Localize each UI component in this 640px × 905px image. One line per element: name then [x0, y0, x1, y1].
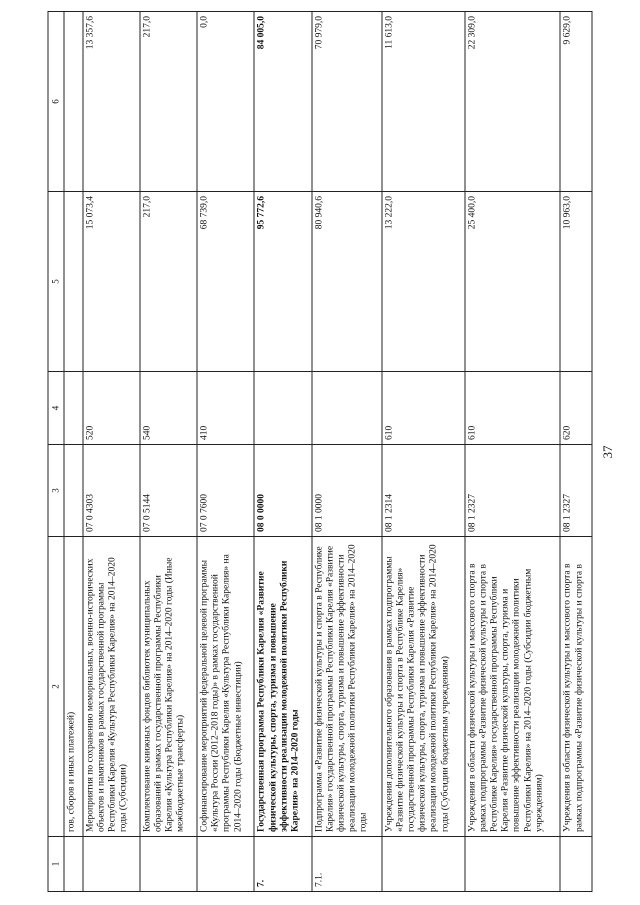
- table-header-row: [48, 12, 64, 892]
- table-cell-v6: 9 629,0: [560, 12, 592, 192]
- table-cell-n: 7.1.: [312, 837, 382, 892]
- table-row: [382, 12, 465, 892]
- table-row: [197, 12, 254, 892]
- table-cell-v6: 13 357,6: [83, 12, 140, 192]
- column-header: 4: [48, 372, 64, 445]
- table-cell-code: 07 0 5144: [140, 445, 197, 537]
- table-cell-v5: 13 222,0: [382, 192, 465, 372]
- table-cell-v6: 22 309,0: [465, 12, 561, 192]
- table-cell-text: Софинансирование мероприятий федеральной целевой программы «Культура России (2012–2018 годы)» в рамках государственной программы Республики Карелия «Культура Республики Карелия» на 2014–2020 годы (Бюджетные инвестиции): [197, 537, 254, 837]
- table-cell-v6: 0,0: [197, 12, 254, 192]
- table-cell-type: [254, 372, 311, 445]
- table-cell-text: Мероприятия по сохранению мемориальных, военно-исторических объектов и памятников в рамках государственной программы Республики Карелия «Культура Республики Карелия» на 2014–2020 годы (Субсидии): [83, 537, 140, 837]
- column-header: 3: [48, 445, 64, 537]
- table-cell-v6: [64, 12, 83, 192]
- table-cell-v6: 11 613,0: [382, 12, 465, 192]
- table-cell-v6: 84 005,0: [254, 12, 311, 192]
- table-cell-code: 08 1 2327: [465, 445, 561, 537]
- table-cell-n: [140, 837, 197, 892]
- table-cell-code: [64, 445, 83, 537]
- column-header: 5: [48, 192, 64, 372]
- table-cell-type: [64, 372, 83, 445]
- table-cell-v5: 95 772,6: [254, 192, 311, 372]
- table-row: [254, 12, 311, 892]
- column-header: 6: [48, 12, 64, 192]
- table-row: [560, 12, 592, 892]
- column-header: 2: [48, 537, 64, 837]
- table-cell-text: Комплектование книжных фондов библиотек муниципальных образований в рамках государственной программы Республики Карелия «Культура Республики Карелия» на 2014–2020 годы (Иные межбюджетные трансферты): [140, 537, 197, 837]
- table-cell-text: Учреждения дополнительного образования в рамках подпрограммы «Развитие физической культуры и спорта в Республике Карелия» государственной программы Республики Карелия «Развитие физической культуры, спорта, туризма и повышение эффективности реализации молодежной политики Республики Карелия» на 2014–2020 годы (Субсидии бюджетным учреждениям): [382, 537, 465, 837]
- budget-table-rotated: [48, 12, 593, 892]
- table-row: [64, 12, 83, 892]
- table-cell-code: 08 1 2327: [560, 445, 592, 537]
- table-cell-code: 08 1 2314: [382, 445, 465, 537]
- table-cell-n: [83, 837, 140, 892]
- table-row: [465, 12, 561, 892]
- table-cell-text: Государственная программа Республики Карелия «Развитие физической культуры, спорта, туризма и повышение эффективности реализации молодежной политики Республики Карелия» на 2014–2020 годы: [254, 537, 311, 837]
- table-row: [312, 12, 382, 892]
- table-cell-v5: 217,0: [140, 192, 197, 372]
- table-cell-n: [382, 837, 465, 892]
- table-cell-code: 07 0 4303: [83, 445, 140, 537]
- table-cell-v6: 70 979,0: [312, 12, 382, 192]
- table-cell-v5: 10 963,0: [560, 192, 592, 372]
- table-cell-type: 520: [83, 372, 140, 445]
- table-row: [140, 12, 197, 892]
- budget-table: [48, 11, 593, 892]
- table-cell-code: 08 0 0000: [254, 445, 311, 537]
- table-cell-v5: 80 940,6: [312, 192, 382, 372]
- table-cell-v5: 25 400,0: [465, 192, 561, 372]
- table-cell-text: гов, сборов и иных платежей): [64, 537, 83, 837]
- table-cell-code: 07 0 7600: [197, 445, 254, 537]
- table-cell-n: [64, 837, 83, 892]
- table-cell-text: Учреждения в области физической культуры и массового спорта в рамках подпрограммы «Развитие физической культуры и спорта в: [560, 537, 592, 837]
- table-cell-text: Подпрограмма «Развитие физической культуры и спорта в Республике Карелия» государственной программы Республики Карелия «Развитие физической культуры, спорта, туризма и повышение эффективности реализации молодежной политики Республики Карелия» на 2014–2020 годы: [312, 537, 382, 837]
- table-cell-type: [312, 372, 382, 445]
- table-cell-type: 410: [197, 372, 254, 445]
- table-cell-type: 610: [465, 372, 561, 445]
- table-cell-text: Учреждения в области физической культуры и массового спорта в рамках подпрограммы «Развитие физической культуры и спорта в Республике Карелия» государственной программы Республики Карелия «Развитие физической культуры, спорта, туризма и повышение эффективности реализации молодежной политики Республики Карелия» на 2014–2020 годы (Субсидии бюджетным учреждениям): [465, 537, 561, 837]
- table-cell-type: 540: [140, 372, 197, 445]
- table-cell-n: 7.: [254, 837, 311, 892]
- table-cell-type: 620: [560, 372, 592, 445]
- table-cell-v6: 217,0: [140, 12, 197, 192]
- table-cell-type: 610: [382, 372, 465, 445]
- table-cell-n: [465, 837, 561, 892]
- table-cell-v5: 68 739,0: [197, 192, 254, 372]
- table-cell-n: [560, 837, 592, 892]
- page-number: 37: [600, 445, 615, 459]
- table-row: [83, 12, 140, 892]
- table-cell-v5: [64, 192, 83, 372]
- table-cell-n: [197, 837, 254, 892]
- table-cell-v5: 15 073,4: [83, 192, 140, 372]
- column-header: 1: [48, 837, 64, 892]
- table-cell-code: 08 1 0000: [312, 445, 382, 537]
